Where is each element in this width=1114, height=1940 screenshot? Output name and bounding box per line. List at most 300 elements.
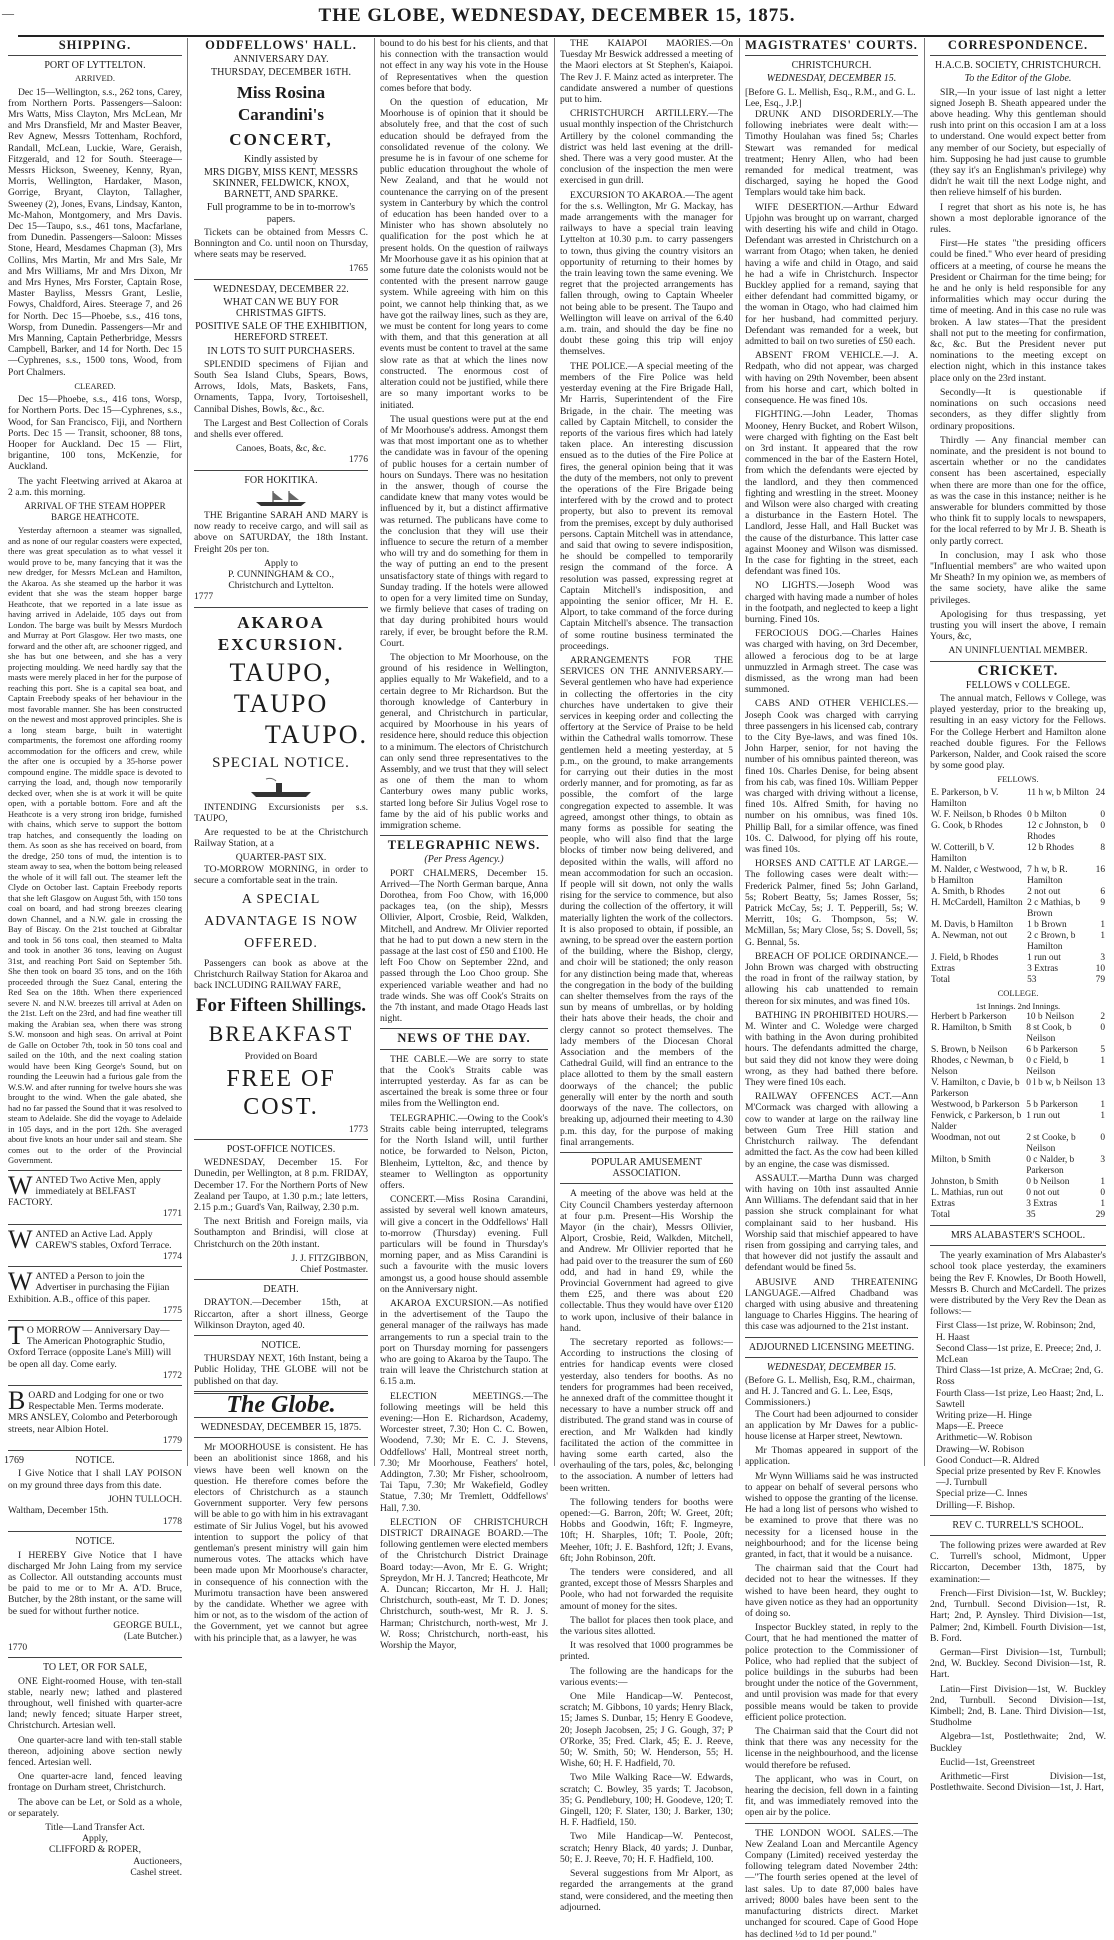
article-text: NO LIGHTS.—Joseph Wood was charged with having made a number of holes in the footpath, and neglected to keep a light burning. Fined 10s. xyxy=(745,580,918,625)
divider xyxy=(930,1515,1106,1516)
list-item: Arithmetic—W. Robison xyxy=(936,1432,1033,1444)
article-text: THE CABLE.—We are sorry to state that the Cook's Straits cable was interrupted yesterday. As far as can be ascertained the break is some three or four miles from the Wellington end. xyxy=(380,1053,548,1110)
innings-cell: 0 l b w, b Neilson xyxy=(1026,1078,1093,1088)
ad-text: O MORROW — Anniversary Day—The American Photographic Studio, Oxford Terrace (opposite Lane's Mill) will be open all day. Come early. xyxy=(8,1325,172,1370)
runs-cell: 9 xyxy=(1100,897,1105,908)
notice-heading: TO LET, OR FOR SALE, xyxy=(42,1662,148,1674)
article-heading: ARRIVAL OF THE STEAM HOPPER BARGE HEATHCOTE. xyxy=(24,500,166,523)
ad-number: 1770 xyxy=(8,1642,28,1654)
divider xyxy=(194,470,368,471)
article-text: THE KAIAPOI MAORIES.—On Tuesday Mr Beswick addressed a meeting of the Maori electors at St Stephen's, Kaiapoi. The Rev J. F. Mainz acted as interpreter. The candidate answered a number of questions put to him. xyxy=(560,38,733,106)
article-text: The following tenders for booths were opened:—G. Barron, 20ft; W. Greet, 20ft; Hobbs and Goodwin, 16ft; F. Ingmeyre, 10ft; H. Sharples, 10ft; T. Poole, 20ft; Meeher, 10ft; J. E. Bashford, 12ft; J. Evans, 6ft; John Robinson, 20ft. xyxy=(560,1496,733,1564)
advertisement xyxy=(8,1267,182,1316)
batsman-cell: Total xyxy=(931,1210,951,1220)
scorecard-row xyxy=(930,788,1106,810)
scorecard-row xyxy=(930,1177,1106,1188)
column-editorial xyxy=(380,38,548,1652)
runs-cell: 0 xyxy=(1100,1023,1105,1033)
article-heading: H.A.C.B. SOCIETY, CHRISTCHURCH. xyxy=(935,60,1101,72)
subheading: FELLOWS v COLLEGE. xyxy=(965,679,1071,691)
column-divider xyxy=(374,38,375,1466)
letter-text: Apologising for thus trespassing, yet trusting you will insert the above, I remain Yours, &c, xyxy=(930,608,1106,643)
innings-cell: 10 b Neilson xyxy=(1026,1012,1075,1022)
divider xyxy=(930,661,1106,662)
ad-text: WHAT CAN WE BUY FOR CHRISTMAS GIFTS. xyxy=(223,296,339,320)
article-text: Mr Wynn Williams said he was instructed to appear on behalf of several persons who wished to oppose the granting of the license. He had a long list of persons who wished to be examined to prove that there was no necessity for a licensed house in the neighbourhood; and for the license being granted, in fact, that it would be a nuisance. xyxy=(745,1470,918,1560)
innings-cell: 2 not out xyxy=(1027,886,1061,897)
ad-title: CONCERT, xyxy=(229,129,333,149)
ad-text: Cashel street. xyxy=(130,1866,182,1878)
column-correspondence xyxy=(930,38,1106,1794)
divider xyxy=(380,1049,548,1050)
article-text: Inspector Buckley stated, in reply to the Court, that he had mentioned the matter of police protection to the Commissioner of Police, who had replied that the subject of police buildings in the suburbs had been brought under the notice of the Government, and until provision was made for that every possible means would be taken to provide efficient police protection. xyxy=(745,1622,918,1723)
article-text: Arithmetic—First Division—1st, Postlethwaite. Second Division—1st, J. Hart, xyxy=(930,1770,1106,1794)
innings-cell: 12 b Rhodes xyxy=(1027,842,1074,853)
divider xyxy=(194,1437,368,1438)
ship-icon xyxy=(194,777,368,799)
runs-cell: 1 xyxy=(1100,1111,1105,1121)
masthead xyxy=(0,0,1114,34)
innings-cell: 3 Extras xyxy=(1026,1199,1058,1209)
divider xyxy=(194,1335,368,1336)
ad-text: One quarter-acre land, fenced leaving frontage on Durham street, Christchurch. xyxy=(8,1771,182,1794)
scorecard-row xyxy=(930,1210,1106,1221)
bench-text: [Before G. L. Mellish, Esq., R.M., and G. L. Lee, Esq., J.P.] xyxy=(745,86,916,109)
divider xyxy=(745,1337,918,1338)
subheading: CHRISTCHURCH. xyxy=(791,60,872,72)
ad-text: Auctioneers, xyxy=(133,1855,182,1867)
innings-cell: 0 b Neilson xyxy=(1026,1177,1070,1187)
scorecard-row xyxy=(930,1023,1106,1045)
article-text: It was resolved that 1000 programmes be printed. xyxy=(560,1640,733,1663)
ad-text: TO-MORROW MORNING, in order to secure a comfortable seat in the train. xyxy=(194,863,368,886)
section-heading: MAGISTRATES' COURTS. xyxy=(745,38,918,52)
list-item: First Class—1st prize, W. Robinson; 2nd, H. Haast xyxy=(936,1320,1096,1343)
letter-text: SIR,—In your issue of last night a letter signed Joseph B. Sheath appeared under the above heading. Why this gentleman should rush into print on this occasion I am at a loss to understand. One would expect better from any member of our Society, but especially of him. Supposing he had just cause to grumble (they say it's an Englishman's privilege) why didn't he wait till the next Lodge night, and then relieve himself of his burden. xyxy=(930,86,1106,199)
scorecard-row xyxy=(930,1045,1106,1056)
advertisement xyxy=(8,1386,182,1446)
section-heading: CORRESPONDENCE. xyxy=(947,38,1089,52)
batsman-cell: Westwood, b Parkerson xyxy=(931,1100,1020,1110)
ad-text: THURSDAY, DECEMBER 16TH. xyxy=(210,67,352,79)
runs-cell: 13 xyxy=(1095,1078,1105,1088)
article-text: Yesterday afternoon a steamer was signalled, and as none of our regular coasters were expected, there was great speculation as to what vessel it would prove to be, many fancying that it was the new dredger, for Messrs McLean and Hamilton, the Akaroa. As she steamed up the harbor it was evident that she was the steam hopper barge Heathcote, that we reported in a late issue as having arrived in Adelaide, 105 days out from London. The barge was built by Messrs Murdoch and Murray at Port Glasgow. Her two masts, one forward and the other aft, are schooner rigged, and she has but one between, and she has a very projecting moulding. We need hardly say that the masts were merely placed in her for the purpose of reaching this port. She is a capital sea boat, and Captain Freebody speaks of her behaviour in the most favorable manner. She has been constructed on the newest and most approved principles. She is a long steam barge, built in watertight compartments, the foremost one affording roomy accommodation for the officers and crew, while the after one is occupied by a 35-horse power compound engine. The middle space is devoted to carrying the load, and, though now temporarily decked over, when she is at work it will be quite open, with a portable bottom. Fore and aft the Heathcote is a very strong iron bridge, furnished with chains, which serve to support the bottom trap hatches, and consequently the loading on them. As soon as she has received on board, from the dredge, 250 tons of mud, the intention is to steam away to sea, when the bottom being released the whole of it will fall out. The steamer left the Clyde on October last. Captain Freebody reports that she left Glasgow on August 5th, with 150 tons coal on board, and had strong breezes clearing down Channel, and a N.W. gale in crossing the Bay of Biscay. On the 21st touched at Gibraltar and took in 56 tons coal, then steamed to Malta and took in another 36 tons, leaving on August 31st, and reaching Port Said on September 5th. She then took on board 35 tons, and on the 16th proceeded through the Suez Canal, entering the Red Sea on the 18th. When there experienced severe N. and N.W. breezes till arrival at Aden on the 21st. Left on the 23rd, and had fine weather till making the Arabian sea, when there was strong S.W. monsoon and high seas. On arrival at Point de Galle on October 7th, took in 50 tons coal and sailed on the 10th, and the next coaling station would have been King George's Sound, but on rounding the Leeuwin had a furious gale from the W.S.W. and after running for twelve hours she was brought to the wind. When the gale abated, she had no far passed the Sound that it was resolved to steam to Adelaide. She did the voyage to Adelaide in 105 days, and in the port 12th. She averaged about five knots an hour under sail and steam. She comes out to the order of the Provincial Government. xyxy=(8,525,182,1166)
divider xyxy=(8,1531,182,1532)
list-item: Good Conduct—R. Aldred xyxy=(936,1454,1040,1466)
article-text: WIFE DESERTION.—Arthur Edward Upjohn was brought up on warrant, charged with deserting his wife and child in Otago. Defendant was arrested in Christchurch on a warrant from Otago; when taken, he denied having a wife and child in Otago, and said he had a wife in Christchurch. Inspector Buckley applied for a remand, saying that either defendant had committed bigamy, or the woman in Otago, who had claimed him for her husband, had committed perjury. Defendant was remanded for a week, but admitted to bail on two sureties of £50 each. xyxy=(745,201,918,348)
article-text: The chairman said that the Court had decided not to hear the witnesses. If they wished to have been heard, they ought to have given notice as they had an opportunity of doing so. xyxy=(745,1563,918,1620)
ad-text: ANTED Two Active Men, apply immediately at BELFAST FACTORY. xyxy=(8,1174,161,1209)
divider xyxy=(560,1183,733,1184)
ad-text: Canoes, Boats, &c, &c. xyxy=(235,443,327,455)
article-text: Mr Thomas appeared in support of the application. xyxy=(745,1445,918,1468)
article-text: CHRISTCHURCH ARTILLERY.—The usual monthly inspection of the Christchurch Artillery by the colonel commanding the district was held last evening at the drill-shed. There was a very good muster. At the conclusion of the inspection the men were exercised in gun drill. xyxy=(560,108,733,187)
scorecard-row xyxy=(930,810,1106,821)
prize-list xyxy=(930,1320,1106,1510)
notice-heading: NOTICE. xyxy=(75,1536,115,1548)
article-text: BREACH OF POLICE ORDINANCE.—John Brown was charged with obstructing the road in front of the railway station, by allowing his cab unattended to remain thereon for six minutes, and was fined 10s. xyxy=(745,950,918,1007)
scorecard-row xyxy=(930,865,1106,887)
runs-cell: 8 xyxy=(1100,842,1105,853)
innings-cell: 8 st Cook, b Neilson xyxy=(1026,1023,1072,1044)
article-text: ASSAULT.—Martha Dunn was charged with having on 10th inst assaulted Annie Ann Williams. The defendant said that in her passion she struck complainant for what complainant said to her husband. His Worship said that mischief appeared to have risen from gossiping and carrying tales, and that however did not justify the assault and defendant would be fined 5s. xyxy=(745,1172,918,1274)
batsman-cell: Johnston, b Smith xyxy=(931,1177,999,1187)
ad-text: The above can be Let, or Sold as a whole, or separately. xyxy=(8,1796,182,1819)
team-heading: COLLEGE. xyxy=(997,987,1039,998)
ad-title: AKAROA EXCURSION. xyxy=(217,612,345,654)
editorial-text: bound to do his best for his clients, and that his connection with the transaction would not effect in any way his vote in the House of Representatives when the question comes before that body. xyxy=(380,38,548,94)
scorecard-row xyxy=(930,920,1106,931)
article-text: CONCERT.—Miss Rosina Carandini, assisted by several well known amateurs, will give a concert in the Oddfellows' Hall to-morrow (Thursday) evening. Full particulars will be found in Thursday's morning paper, and as Miss Carandini is such a favourite with the music lovers amongst us, a good house should assemble on the Anniversary night. xyxy=(380,1194,548,1295)
scorecard-row xyxy=(930,821,1106,843)
innings-cell: 0 b Milton xyxy=(1027,809,1067,820)
batsman-cell: E. Parkerson, b V. Hamilton xyxy=(931,787,999,809)
notice-heading: NOTICE. xyxy=(75,1455,115,1467)
ad-text: MRS DIGBY, MISS KENT, MESSRS SKINNER, FELDWICK, KNOX, BARNETT, AND SPARKE. xyxy=(203,166,359,201)
runs-cell: 0 xyxy=(1100,1133,1105,1143)
ad-title: SPECIAL NOTICE. xyxy=(212,754,350,771)
runs-cell: 79 xyxy=(1095,974,1105,985)
letter-text: Thirdly — Any financial member can nominate, and the president is not bound to ascertain whether or no the candidates consent has been ascertained, especially when there are more than one for the office, as was the case in this instance; neither is he answerable for blunders committed by those who think fit to supply locals to newspapers, for the local referred to by Mr J. B. Sheath is only partly correct. xyxy=(930,434,1106,547)
ad-text: INTENDING Excursionists per s.s. TAUPO, xyxy=(194,801,368,824)
divider xyxy=(194,279,368,280)
runs-cell: 0 xyxy=(1100,809,1105,820)
subheading: PORT OF LYTTELTON. xyxy=(44,60,146,72)
ad-number: 1765 xyxy=(348,263,368,275)
newspaper-title: THE GLOBE, WEDNESDAY, DECEMBER 15, 1875. xyxy=(318,5,796,26)
subheading: (Per Press Agency.) xyxy=(424,854,504,866)
batsman-cell: H. McCardell, Hamilton xyxy=(931,897,1023,908)
column-shipping xyxy=(8,38,182,1878)
advertisement xyxy=(8,1321,182,1381)
ad-text: Full programme to be in to-morrow's papers. xyxy=(206,202,356,225)
column-divider xyxy=(739,38,740,1466)
innings-cell: 0 c Field, b Neilson xyxy=(1026,1056,1069,1077)
batsman-cell: Woodman, not out xyxy=(931,1133,1001,1143)
article-text: The annual match, Fellows v College, was played yesterday, prior to the breaking up, resulting in an easy victory for the Fellows. For the College Herbert and Hamilton alone reached double figures. For the Fellows Parkerson, Nalder, and Cook raised the score by some good play. xyxy=(930,692,1106,772)
section-heading: NEWS OF THE DAY. xyxy=(397,1031,531,1046)
masthead-rule xyxy=(18,35,1104,37)
article-text: ELECTION OF CHRISTCHURCH DISTRICT DRAINAGE BOARD.—The following gentlemen were elected members of the Christchurch District Drainage Board today:—Avon, Mr E. G. Wright; Spreydon, Mr H. J. Tancred; Heathcote, Mr A. Duncan; Riccarton, Mr H. J. Hall; Christchurch, south-east, Mr T. D. Jones; Christchurch, south-west, Mr R. J. S. Harman; Christchurch, north-west, Mr J. W. Ross; Christchurch, north-east, his Worship the Mayor, xyxy=(380,1516,548,1652)
section-heading: CRICKET. xyxy=(977,662,1059,679)
article-text: The yearly examination of Mrs Alabaster's school took place yesterday, the examiners being the Rev F. Knowles, Dr Booth Howell, Messrs B. Church and McCardell. The prizes were distributed by the Very Rev the Dean as follows:— xyxy=(930,1250,1106,1318)
divider xyxy=(8,1170,182,1171)
subheading: WEDNESDAY, DECEMBER 15. xyxy=(766,73,897,85)
batsman-cell: A. Smith, b Rhodes xyxy=(931,886,1005,897)
ad-text: Christchurch and Lyttelton. xyxy=(228,580,334,592)
innings-cell: 5 b Parkerson xyxy=(1026,1100,1078,1110)
ad-title: TAUPO, xyxy=(229,657,333,687)
article-text: Latin—First Division—1st, W. Buckley 2nd, Turnbull. Second Division—1st, Kimbell; 2nd, B. Lane. Third Division—1st, Studholme xyxy=(930,1683,1106,1729)
scorecard-row xyxy=(930,1155,1106,1177)
article-heading: POPULAR AMUSEMENT ASSOCIATION. xyxy=(591,1156,702,1180)
innings-cell: 2 c Mathias, b Brown xyxy=(1027,897,1081,919)
ship-icon xyxy=(194,489,368,507)
innings-cell: 2 st Cooke, b Neilson xyxy=(1026,1133,1076,1154)
article-text: AKAROA EXCURSION.—As notified in the advertisement of the Taupo the general manager of the railways has made arrangements to run a special train to the port on Thursday morning for passengers who are going to Akaroa by the Taupo. The train will leave the Christchurch station at 6.15 a.m. xyxy=(380,1297,548,1388)
ad-title: TAUPO xyxy=(233,688,329,718)
letter-signature: AN UNINFLUENTIAL MEMBER. xyxy=(948,645,1088,657)
article-text: The Court had been adjourned to consider an application by Mr Dawes for a public-house license at Harper street, Newtown. xyxy=(745,1408,918,1442)
ad-text: THE Brigantine SARAH AND MARY is now ready to receive cargo, and will sail as above on SATURDAY, the 18th Instant. Freight 20s per ton. xyxy=(194,509,368,555)
list-item: Third Class—1st prize, A. McCrae; 2nd, G. Ross xyxy=(936,1365,1104,1388)
notice-signature: GEORGE BULL, xyxy=(113,1619,182,1631)
runs-cell: 24 xyxy=(1095,787,1105,798)
scorecard-row xyxy=(930,1188,1106,1199)
list-item: Drilling—F. Bishop. xyxy=(936,1499,1015,1511)
article-heading: ADJOURNED LICENSING MEETING. xyxy=(748,1341,915,1353)
scorecard-row xyxy=(930,975,1106,986)
notice-text: I HEREBY Give Notice that I have discharged Mr John Laing from my service as Collector. All outstanding accounts must be paid to me or to Mr A. A'D. Bruce, Butcher, by the 28th instant, or the same will be sued for without further notice. xyxy=(8,1549,182,1617)
batsman-cell: R. Hamilton, b Smith xyxy=(931,1023,1012,1033)
notice-subtitle: (Late Butcher.) xyxy=(123,1630,182,1642)
batsman-cell: A. Newman, not out xyxy=(931,930,1008,941)
article-text: HORSES AND CATTLE AT LARGE.—The following cases were dealt with:—Frederick Palmer, fined 5s; John Garland, 5s; Robert Beatty, 5s; James Rosser, 5s; Patrick McCay, 5s; J. T. Pepperill, 5s; W. Merritt, 10s; G. Thompson, 5s; W. McMillan, 5s; Mary Close, 5s; S. Dovell, 5s; G. Bennal, 5s. xyxy=(745,858,918,948)
divider xyxy=(8,1320,182,1321)
divider xyxy=(8,1450,182,1451)
article-heading: MRS ALABASTER'S SCHOOL. xyxy=(950,1230,1086,1241)
runs-cell: 3 xyxy=(1100,1155,1105,1165)
innings-cell: 1 run out xyxy=(1026,1111,1061,1121)
ad-number: 1778 xyxy=(162,1516,182,1528)
article-text: A meeting of the above was held at the City Council Chambers yesterday afternoon at four p.m. Present—His Worship the Mayor (in the chair), Messrs Ollivier, Alport, Crosbie, Reid, Walkden, Mitchell, and Andrew. Mr Ollivier reported that he had paid over to the treasurer the sum of £60 odd, and had in hand £9, while the Provincial Government had agreed to give them £25, and there was about £20 collectable. Thus they would have over £120 to work upon, inclusive of their balance in hand. xyxy=(560,1188,733,1334)
divider xyxy=(745,55,918,56)
notice-text: I Give Notice that I shall LAY POISON on my ground three days from this date. xyxy=(8,1468,182,1491)
scorecard-row xyxy=(930,1133,1106,1155)
batsman-cell: L. Mathias, run out xyxy=(931,1188,1004,1198)
ad-text: SPLENDID specimens of Fijian and South Sea Island Clubs, Spears, Bows, Arrows, Idols, Mats, Baskets, Fans, Ornaments, Tappa, Ivory, Tortoiseshell, Cannibal Dishes, Bowls, &c., &c. xyxy=(194,358,368,415)
runs-cell: 10 xyxy=(1095,963,1105,974)
batsman-cell: G. Cook, b Rhodes xyxy=(931,820,1003,831)
scorecard-college xyxy=(930,1012,1106,1221)
runs-cell: 2 xyxy=(1100,1012,1105,1022)
ad-text: ANTED an Active Lad. Apply CAREW'S stables, Oxford Terrace. xyxy=(35,1228,172,1251)
scorecard-row xyxy=(930,953,1106,964)
ad-title: FREE OF COST. xyxy=(226,1065,336,1120)
subheading: WEDNESDAY, DECEMBER 15. xyxy=(766,1361,897,1373)
notice-date: Waltham, December 15th. xyxy=(8,1504,109,1516)
list-item: Maps—E. Preece xyxy=(936,1421,1004,1433)
batsman-cell: S. Brown, b Neilson xyxy=(931,1045,1008,1055)
ad-text: ONE Eight-roomed House, with ten-stall stable, nearly new; lathed and plastered throughout, well finished with quarter-acre land; newly fenced; situate Harper street, Christchurch. Artesian well. xyxy=(8,1675,182,1732)
advertisement xyxy=(8,1170,182,1220)
article-text: Euclid—1st, Greenstreet xyxy=(940,1756,1035,1768)
article-text: FIGHTING.—John Leader, Thomas Mooney, Henry Bucket, and Robert Wilson, were charged with fighting on the East belt on 3rd instant. It appeared that the row commenced in the bar of the Eastern Hotel, from which the defendants were ejected by the landlord, and they then commenced fighting and wrestling in the street. Mooney and Wilson were also charged with creating a disturbance in the Eastern Hotel. The Landlord, Jesse Hall, and Hall Bucket was the cause of the disturbance. This latter case against Mooney and Wilson was dismissed. In the case for fighting in the street, each defendant was fined 10s. xyxy=(745,409,918,578)
divider xyxy=(8,55,182,56)
batsman-cell: Fenwick, c Parkerson, b Nalder xyxy=(931,1111,1022,1132)
ad-title: Miss Rosina Carandini's xyxy=(236,82,326,124)
batsman-cell: Rhodes, c Newman, b Nelson xyxy=(931,1056,1014,1077)
runs-cell: 6 xyxy=(1100,886,1105,897)
article-text: TELEGRAPHIC.—Owing to the Cook's Straits cable being interrupted, telegrams for the North Island will, until further notice, be forwarded to Nelson, Picton, Blenheim, Lyttelton, &c, and thence by steamer to Wellington as opportunity offers. xyxy=(380,1112,548,1191)
globe-date: WEDNESDAY, DECEMBER 15, 1875. xyxy=(200,1422,362,1434)
ad-firm: CLIFFORD & ROPER, xyxy=(49,1844,141,1856)
arrivals-text: Dec 15—Wellington, s.s., 262 tons, Carey, from Northern Ports. Passengers—Saloon: Mrs Watts, Miss Clayton, Mrs McLean, Mr and Mrs Dransfield, Mr and Master Beaver, Rev Agnew, Messrs Tottenham, Rochford, Randall, McLean, Luckie, Ware, Geraish, Fitzgerald, and 12 for South. Steerage—Messrs Hickson, Sweeney, Kenny, Ryan, Morris, Wellington, Hardaker, Mason, Gorrige, Bryant, Clayton, Tallagher, Sweeney (2), Jones, Evans, Lindsay, Kanton, Mc-Mahon, Montgomery, and Mrs Davis. Dec 15—Taupo, s.s., 461 tons, Macfarlane, from Dunedin. Passengers—Saloon: Misses Stone, Heard, Mesdames Chapman (3), Mrs Collins, Mrs Martin, Mr and Mrs Sale, Mr and Mrs Williams, Mr and Mrs Dixon, Mr and Mrs Hynes, Mrs Forster, Captain Rose, Master Bayliss, Messrs Grant, Leslie, Fowys, Chaldford, Aires. Steerage 7, and 26 for North. Dec 15—Phoebe, s.s., 416 tons, Worsp, from Dunedin. Passengers—Mr and Mrs Manning, Captain Petherbridge, Messrs Campbell, Barker, and 14 for North. Dec 15—Cyphrenes, s.s., 1500 tons, Wood, from Port Chalmers. xyxy=(8,86,182,378)
innings-cell: 35 xyxy=(1026,1210,1036,1220)
divider xyxy=(930,1535,1106,1536)
article-text: Two Mile Handicap—W. Pentecost, scratch; Henry Black, 40 yards; J. Dunbar, 50; E. J. Reeve, 70; H. F. Hadfield, 100. xyxy=(560,1831,733,1865)
ad-title: TAUPO. xyxy=(264,719,368,749)
runs-cell: 1 xyxy=(1100,1100,1105,1110)
drop-cap: W xyxy=(8,1170,33,1200)
batsman-cell: Extras xyxy=(931,1199,955,1209)
ad-text: One quarter-acre land with ten-stall stable thereon, adjoining above section newly fenced. Artesian well. xyxy=(8,1734,182,1768)
scorecard-row xyxy=(930,1100,1106,1111)
ad-heading: WEDNESDAY, DECEMBER 22. xyxy=(213,283,349,295)
letter-text: I regret that short as his note is, he has shown a most deplorable ignorance of the rules. xyxy=(930,201,1106,236)
ad-text: Apply, xyxy=(82,1833,108,1845)
divider xyxy=(194,1279,368,1280)
article-heading: REV C. TURRELL'S SCHOOL. xyxy=(952,1519,1084,1531)
article-text: RAILWAY OFFENCES ACT.—Ann M'Cormack was charged with allowing a cow to wander at large on the railway line between Gum Tree Hill station and Christchurch railway. The defendant admitted the fact. As the cow had been killed by an engine, the case was dismissed. xyxy=(745,1091,918,1170)
runs-cell: 1 xyxy=(1100,1177,1105,1187)
ad-number: 1773 xyxy=(348,1123,368,1135)
scorecard-row xyxy=(930,1078,1106,1100)
ad-text: J. J. FITZGIBBON, xyxy=(291,1252,368,1264)
ad-number: 1772 xyxy=(162,1369,182,1381)
innings-cell: 1 run out xyxy=(1027,952,1061,963)
innings-cell: 1 b Brown xyxy=(1027,919,1067,930)
batsman-cell: V. Hamilton, c Davie, b Parkerson xyxy=(931,1078,1020,1099)
ad-text: Passengers can book as above at the Christchurch Railway Station for Akaroa and back INCLUDING RAILWAY FARE, xyxy=(194,957,368,992)
ad-text: The next British and Foreign mails, via Southampton and Brindisi, will close at Christchurch on the 20th instant. xyxy=(194,1216,368,1250)
article-text: French—First Division—1st, W. Buckley; 2nd, Turnbull. Second Division—1st, R. Hart; 2nd, P. Aynsley. Third Division—1st, Palmer; 2nd, Kimbell. Fourth Division—1st, B. Ford. xyxy=(930,1587,1106,1644)
ad-text: ANNIVERSARY DAY. xyxy=(233,54,329,66)
scorecard-row xyxy=(930,898,1106,920)
runs-cell: 1 xyxy=(1100,1056,1105,1066)
divider xyxy=(930,55,1106,56)
scorecard-row xyxy=(930,1056,1106,1078)
letter-text: First—He states "the presiding officers could be fined." Who ever heard of presiding officers at a meeting, of course he means the President or Chairman for the time being; for he and he only is held responsible for any informalities which may occur during the time of meeting. And in this case no rule was broken. A law states—That the president shall not put to the meeting for confirmation, &c, &c. But the President never put nominations to the meeting except on election night, which in this instance takes place only on the 23rd instant. xyxy=(930,238,1106,384)
innings-cell: 3 Extras xyxy=(1027,963,1059,974)
innings-cell: 6 b Parkerson xyxy=(1026,1045,1078,1055)
runs-cell: 16 xyxy=(1095,864,1105,875)
divider xyxy=(8,1224,182,1225)
yacht-text: The yacht Fleetwing arrived at Akaroa at 2 a.m. this morning. xyxy=(8,475,182,498)
drop-cap: W xyxy=(8,1267,33,1297)
runs-cell: 0 xyxy=(1100,820,1105,831)
subheading: To the Editor of the Globe. xyxy=(964,73,1072,85)
innings-cell: 53 xyxy=(1027,974,1037,985)
innings-cell: 2 c Brown, b Hamilton xyxy=(1027,930,1076,952)
batsman-cell: W. Cotterill, b V. Hamilton xyxy=(931,842,995,864)
batsman-cell: M. Nalder, c Westwood, b Hamilton xyxy=(931,864,1022,886)
list-item: Drawing—W. Robison xyxy=(936,1443,1025,1455)
divider xyxy=(930,1225,1106,1226)
runs-cell: 29 xyxy=(1095,1210,1105,1220)
ad-text: P. CUNNINGHAM & CO., xyxy=(227,568,335,580)
runs-cell: 0 xyxy=(1100,1188,1105,1198)
subheading: CLEARED. xyxy=(74,380,116,391)
article-text: PORT CHALMERS, December 15. Arrived—The North German barque, Anna Dorothea, from Foo Chow, with 16,000 packages tea, (on the ship), Messrs Ollivier, Alport, Crosbie, Reid, Walkden, Mitchell, and Andrew. Mr Olivier reported that he had to put down a new stern in the passage at the last cost of £50 and £100. He left Foo Chow on September 22nd, and passed through the Loo Choo group. She experienced variable weather and had no trade winds. She was off Cook's Straits on the 7th instant, and made Otago Heads last night. xyxy=(380,867,548,1025)
list-item: Second Class—1st prize, E. Preece; 2nd, J. McLean xyxy=(936,1342,1102,1366)
ad-number: 1776 xyxy=(348,454,368,466)
divider xyxy=(194,607,368,608)
divider xyxy=(8,1385,182,1386)
ad-number: 1774 xyxy=(162,1251,182,1263)
section-heading: TELEGRAPHIC NEWS. xyxy=(387,838,541,853)
ad-text: Apply to xyxy=(264,557,298,569)
column-divider xyxy=(187,38,188,1466)
article-text: EXCURSION TO AKAROA.—The agent for the s.s. Wellington, Mr G. Mackay, has made arrangements with the manager for railways to have a special train leaving Lyttelton at 10.30 p.m. to carry passengers to town, thus giving the country visitors an opportunity of returning to their homes by the train leaving town the same evening. We regret that the projected arrangements has fallen through, owing to Captain Wheeler not being able to be present. The Taupo and Wellington will leave on arrival of the 6.40 a.m. train, and should the day be fine no doubt these going this trip will enjoy themselves. xyxy=(560,189,733,358)
batsman-cell: M. Davis, b Hamilton xyxy=(931,919,1014,930)
innings-heading: 1st Innings. 2nd Innings. xyxy=(975,1000,1061,1011)
scorecard-row xyxy=(930,931,1106,953)
ad-text: ANTED a Person to join the Advertiser in purchasing the Fijian Exhibition. A.B., office of this paper. xyxy=(8,1271,170,1305)
article-text: ARRANGEMENTS FOR THE SERVICES ON THE ANNIVERSARY.—Several gentlemen who have had experience in collecting the offertories in the city churches have undertaken to give their services in keeping order and collecting the offertory at the Service of Praise to be held within the Cathedral walls tomorrow. These gentlemen held a meeting yesterday, at 5 p.m., on the ground, to make arrangements for carrying out their duties in the most orderly manner, and for promoting, as far as possible, the comfort of the large congregation expected to assemble. It was agreed, amongst other things, to obtain as many forms as possible for seating the people, who will also find that the large blocks of timber now being delivered, and deposited within the walls, will afford no mean accommodation for such an occasion. If people will sit down, not only the walls rising for the service to commence, but also during the collection of the offertory, it will materially lighten the work of the collectors. It is also proposed to obtain, if possible, an awning, to be spread over the eastern portion of the building, where the Bishop, clergy, and choir will be stationed; the only reason for any distinction being made that, whereas the congregation in the body of the building can shelter themselves from the rays of the sun by means of umbrellas, or by holding their hats above their heads, the choir and clergy cannot so protect themselves. The lady members of the Diocesan Choral Association and the members of the Cathedral Guild, will find an entrance to the place allotted to them by the small eastern doorways of the chancel; the public generally will enter by the north and south doorways of the nave. The collectors, on breaking up, adjourned their meeting to 4.30 p.m. this day, for the purpose of making final arrangements. xyxy=(560,654,733,1148)
article-text: One Mile Handicap—W. Pentecost, scratch; M. Gibbons, 10 yards; Henry Black, 15; James S. Dunbar, 15; Henry E Goodeve, 20; Joseph Jacobsen, 25; J G. Gough, 37; P O'Rorke, 35; Fred. Clark, 45; E. J. Reeve, 50; W. Smith, 50; W. Henderson, 55; H. Wishe, 60; H. F. Hadfield, 70. xyxy=(560,1691,733,1770)
divider xyxy=(8,1266,182,1267)
list-item: Writing prize—H. Hinge xyxy=(936,1410,1032,1422)
scorecard-row xyxy=(930,1012,1106,1023)
scorecard-row xyxy=(930,1199,1106,1210)
divider xyxy=(8,1657,182,1658)
batsman-cell: Extras xyxy=(931,963,955,974)
ad-number: 1777 xyxy=(194,591,214,603)
ad-heading: NOTICE. xyxy=(261,1340,301,1351)
ad-number: 1769 xyxy=(4,1455,24,1466)
ad-text: Title—Land Transfer Act. xyxy=(45,1821,145,1833)
article-text: The secretary reported as follows:—According to instructions the closing of entries for handicap events were closed yesterday, also tenders for booths. As no tenders for programmes had been received, he annexed draft of the committee thought it necessary to have a number struck off and distributed. The grand stand was in course of erection, and Mr Walkden had kindly facilitated the action of the committee in having some earth carted, also the overhauling of the tars, poles, &c, belonging to the association. A number of letters had been written. xyxy=(560,1336,733,1494)
batsman-cell: Total xyxy=(931,974,951,985)
article-text: Two Mile Walking Race—W. Edwards, scratch; C. Bowley, 35 yards; T. Jacobson, 35; G. Pendlebury, 100; H. Goodeve, 120; T. Gingell, 120; F. Slater, 130; J. Barker, 130; H. F. Hadfield, 150. xyxy=(560,1772,733,1829)
ad-number: 1779 xyxy=(162,1434,182,1446)
ad-number: 1775 xyxy=(162,1304,182,1316)
divider xyxy=(745,1357,918,1358)
divider xyxy=(380,1028,548,1029)
advertisement xyxy=(8,1224,182,1263)
ad-text: Are requested to be at the Christchurch Railway Station, at a xyxy=(194,826,368,850)
batsman-cell: W. F. Neilson, b Rhodes xyxy=(931,809,1022,820)
article-text: Several suggestions from Mr Alport, as regarded the arrangements at the grand stand, were considered, and the meeting then adjourned. xyxy=(560,1868,733,1913)
ad-heading: DEATH. xyxy=(263,1284,299,1296)
article-text: ELECTION MEETINGS.—The following meetings will be held this evening:—Hon E. Richardson, Academy, Worcester street, 7.30; Hon C. C. Bowen, Woodend, 7.30; Mr E. C. J. Stevens, Oddfellows' Hall, Montreal street north, 7.30; Mr Moorhouse, Feathers' hotel, Addington, 7.30; Mr Fisher, schoolroom, Tai Tapu, 7.30; Mr Wakefield, Godley Statue, 7.30; Mr Tremlett, Oddfellows' Hall, 7.30. xyxy=(380,1390,548,1514)
article-text: ABSENT FROM VEHICLE.—J. A. Redpath, who did not appear, was charged with having on 29th November, been absent from his horse and cart, which bolted in consequence. He was fined 10s. xyxy=(745,350,918,407)
column-divider xyxy=(554,38,555,1466)
innings-cell: 12 c Johnston, b Rhodes xyxy=(1027,820,1088,842)
ad-number: 1771 xyxy=(162,1208,182,1220)
ad-text: Kindly assisted by xyxy=(244,153,318,165)
list-item: Special prize presented by Rev F. Knowles —J. Turnbull xyxy=(936,1466,1101,1489)
runs-cell: 1 xyxy=(1100,930,1105,941)
divider xyxy=(380,835,548,836)
scorecard-row xyxy=(930,843,1106,865)
column-courts xyxy=(745,38,918,1940)
runs-cell: 1 xyxy=(1100,1199,1105,1209)
ad-text: IN LOTS TO SUIT PURCHASERS. xyxy=(207,345,355,357)
ad-text: QUARTER-PAST SIX. xyxy=(235,852,327,864)
divider xyxy=(194,1139,368,1140)
scorecard-fellows xyxy=(930,788,1106,986)
article-text: THE POLICE.—A special meeting of the members of the Fire Police was held yesterday evening at the Fire Brigade Hall, Mr Harris, Superintendent of the Fire Brigade, in the chair. The meeting was called by Captain Mitchell, to consider the reports of the various fires which had lately taken place. An interesting discussion ensued as to the duties of the Fire Police at fires, the general opinion being that it was the duty of the members, not only to prevent the operations of the Fire Brigade being interfered with by the crowd and to protect property, but also to prevent its removal from the premises, except by duly authorised persons. Captain Mitchell was in attendance, and said that owing to severe indisposition, he should be compelled to temporarily resign the command of the force. A resolution was passed, expressing regret at Captain Mitchell's indisposition, and appointing the senior officer, Mr H. E. Alport, to take command of the force during Captain Mitchell's absence. The transaction of some routine business terminated the proceedings. xyxy=(560,360,733,652)
editorial-text: The usual questions were put at the end of Mr Moorhouse's address. Amongst them was that most important one as to whether the candidate was in favour of the opening of public houses for a certain number of hours on Sundays. There was no hesitation in the answer, though of course the candidate knew that many votes would be influenced by it, but a distinct affirmative was returned. The publicans have come to the conclusion that they will use their influence to secure the return of a member who will try and do something for them in the way of putting an end to the present unsatisfactory state of things with regard to Sunday trading. If the hotels were allowed to open for a very limited time on Sunday, we firmly believe that cases of trading on that day during prohibited hours would rarely, if ever, be brought before the R.M. Court. xyxy=(380,413,548,649)
drop-cap: T xyxy=(8,1321,24,1351)
divider xyxy=(745,1823,918,1824)
runs-cell: 1 xyxy=(1100,919,1105,930)
letter-text: Secondly—It is questionable if nominations on such occasions need seconders, as they differ slightly from ordinary propositions. xyxy=(930,386,1106,432)
article-text: THE LONDON WOOL SALES.—The New Zealand Loan and Mercantile Agency Company (Limited) received yesterday the following telegram dated November 24th:—"The fourth series opened at the level of last sales. Up to date 87,000 bales have arrived; 8000 bales have been sent to the manufacturing districts direct. Market unchanged for scoured. Cape of Good Hope has declined ½d to 1d per pound." xyxy=(745,1827,918,1940)
globe-title: The Globe. xyxy=(226,1391,336,1418)
scorecard-row xyxy=(930,1111,1106,1133)
ad-text: THURSDAY NEXT, 16th Instant, being a Public Holiday, THE GLOBE will not be published on that day. xyxy=(194,1353,368,1387)
ad-text: WEDNESDAY, December 15. For Dunedin, per Wellington, at 8 p.m. FRIDAY, December 17. For the Northern Ports of New Zealand per Taupo, at 1.30 p.m.; late letters, 2.15 p.m.; Guard's Van, Railway, 2.30 p.m. xyxy=(194,1157,368,1213)
article-text: BATHING IN PROHIBITED HOURS.—M. Winter and C. Woledge were charged with bathing in the Avon during prohibited hours. The defendants admitted the charge, but said they did not know they were doing wrong, as they had bathed there before. They were fined 10s each. xyxy=(745,1009,918,1089)
ad-text: POSITIVE SALE OF THE EXHIBITION, HEREFORD STREET. xyxy=(195,321,367,344)
article-text: The Chairman said that the Court did not think that there was any necessity for the license in the neighbourhood, and the license would therefore be refused. xyxy=(745,1726,918,1771)
letter-text: In conclusion, may I ask who those "Influential members" are who waited upon Mr Sheath? In my opinion we, as members of the same society, have alike the same privileges. xyxy=(930,549,1106,606)
notice-signature: JOHN TULLOCH. xyxy=(108,1493,182,1505)
ad-text: Provided on Board xyxy=(244,1050,318,1062)
